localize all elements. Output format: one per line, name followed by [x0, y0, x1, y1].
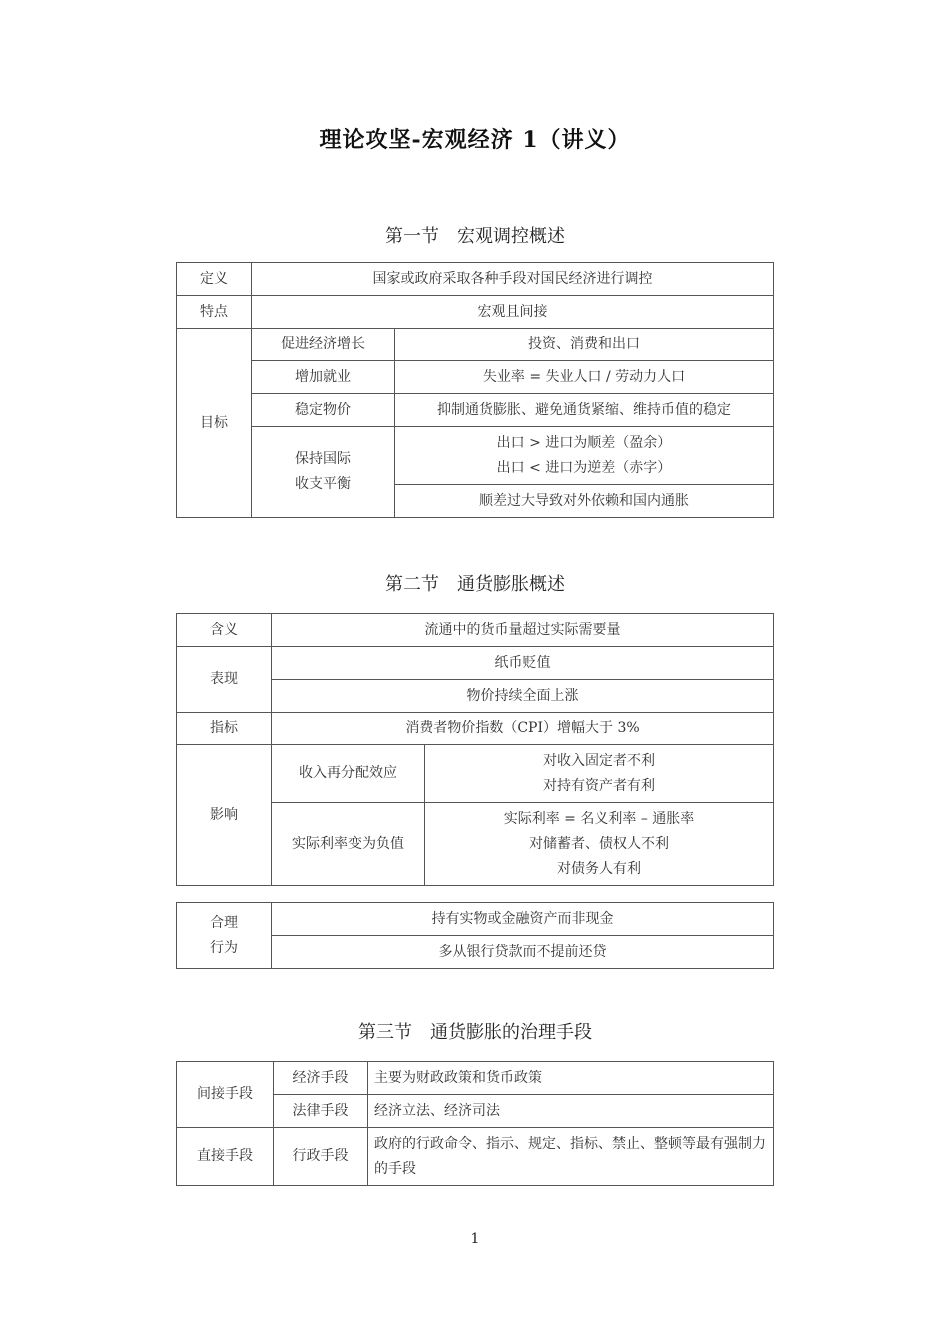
rational-label-line: 合理 — [210, 914, 238, 931]
goal-name: 促进经济增长 — [252, 329, 395, 361]
indicator-text: 消费者物价指数（CPI）增幅大于 3% — [272, 713, 774, 745]
section-2-heading: 第二节 通货膨胀概述 — [385, 574, 565, 595]
page-title: 理论攻坚-宏观经济 1（讲义） — [319, 127, 631, 153]
governance-table — [176, 1061, 774, 1186]
goal-name-balance-line: 保持国际 — [295, 451, 351, 467]
legal-means-label: 法律手段 — [274, 1095, 368, 1128]
real-rate-line: 实际利率 = 名义利率 – 通胀率 — [503, 810, 695, 827]
manifestation-item: 物价持续全面上涨 — [272, 680, 774, 713]
surplus-line: 出口 > 进口为顺差（盈余） — [496, 434, 672, 451]
inflation-table — [176, 613, 774, 886]
section-3-heading: 第三节 通货膨胀的治理手段 — [358, 1022, 592, 1043]
indicator-label: 指标 — [177, 713, 272, 745]
deficit-line: 出口 < 进口为逆差（赤字） — [496, 459, 672, 476]
economic-means-label: 经济手段 — [274, 1062, 368, 1095]
goal-desc: 投资、消费和出口 — [395, 329, 774, 361]
real-rate-line: 对储蓄者、债权人不利 — [529, 835, 669, 852]
rational-item: 多从银行贷款而不提前还贷 — [272, 936, 774, 969]
rational-behavior-table — [176, 902, 774, 969]
rational-item: 持有实物或金融资产而非现金 — [272, 903, 774, 936]
page-number: 1 — [470, 1231, 480, 1247]
goal-name-balance — [252, 427, 395, 518]
redistribution-label: 收入再分配效应 — [272, 745, 425, 803]
goal-name: 增加就业 — [252, 361, 395, 394]
manifestation-item: 纸币贬值 — [272, 647, 774, 680]
macro-control-table — [176, 262, 774, 518]
rational-label-line: 行为 — [210, 939, 238, 956]
surplus-risk: 顺差过大导致对外依赖和国内通胀 — [395, 485, 774, 518]
indirect-means-label: 间接手段 — [177, 1062, 274, 1128]
impact-label: 影响 — [177, 745, 272, 886]
administrative-means-text: 政府的行政命令、指示、规定、指标、禁止、整顿等最有强制力的手段 — [368, 1128, 774, 1186]
administrative-means-label: 行政手段 — [274, 1128, 368, 1186]
meaning-label: 含义 — [177, 614, 272, 647]
goal-name: 稳定物价 — [252, 394, 395, 427]
legal-means-text: 经济立法、经济司法 — [368, 1095, 774, 1128]
redistribution-line: 对持有资产者有利 — [543, 777, 655, 794]
economic-means-text: 主要为财政政策和货币政策 — [368, 1062, 774, 1095]
goal-desc-balance — [395, 427, 774, 485]
meaning-text: 流通中的货币量超过实际需要量 — [272, 614, 774, 647]
real-rate-label: 实际利率变为负值 — [272, 803, 425, 886]
goal-label: 目标 — [177, 329, 252, 518]
feature-text: 宏观且间接 — [252, 296, 774, 329]
goal-desc: 失业率 = 失业人口 / 劳动力人口 — [395, 361, 774, 394]
section-1-heading: 第一节 宏观调控概述 — [385, 226, 565, 247]
definition-label: 定义 — [177, 263, 252, 296]
redistribution-line: 对收入固定者不利 — [543, 752, 655, 769]
goal-name-balance-line: 收支平衡 — [295, 476, 351, 492]
goal-desc: 抑制通货膨胀、避免通货紧缩、维持币值的稳定 — [395, 394, 774, 427]
rational-label — [177, 903, 272, 969]
feature-label: 特点 — [177, 296, 252, 329]
redistribution-desc — [425, 745, 774, 803]
real-rate-desc — [425, 803, 774, 886]
direct-means-label: 直接手段 — [177, 1128, 274, 1186]
manifestation-label: 表现 — [177, 647, 272, 713]
real-rate-line: 对债务人有利 — [557, 860, 641, 877]
definition-text: 国家或政府采取各种手段对国民经济进行调控 — [252, 263, 774, 296]
